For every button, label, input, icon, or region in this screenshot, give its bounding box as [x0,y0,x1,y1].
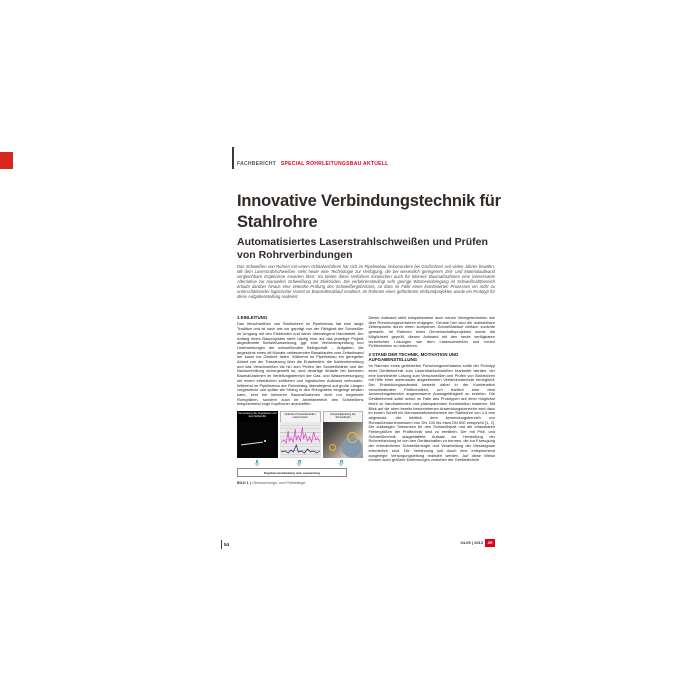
panel-label: Ultraschallprüfung der Schweißnaht [323,411,364,422]
section-2-body: Im Rahmen eines geförderten Forschungsvorhabens sollte der Prototyp einer Gerätetechnik zum Laserstrahlschweißen erarbeitet werden, der eine kombinierte Lösung zum Verschweißen und Prüfen von Stahlrohren mit Hilfe einer aufeinander abgestimmten Verfahrenstechnik ermöglicht. Der Entwicklungsaufwand besteht dabei in der Kombination verschiedenster Prüftechniken, um letztlich eine dem Anwendungsbereich angemessene Aussagefähigkeit zu erzielen. Die Gerätetechnik sollte schon im Falle des Prototypen auf einer möglichst leicht zu handhabenden und platzsparenden Konstruktion basieren. Mit Blick auf die oben bereits beschriebenen Anwendungsbereiche wird dazu im ersten Schritt ein Nennwanddickenbereich der Stahlrohre von 3-5 mm abgedeckt, der letztlich dem Anwendungsbereich von Rohraußendurchmessern von DN 100 bis etwa DN 600 entspricht [1, 2]. Die zulässigen Toleranzen für den Schweißspalt und die erfassbaren Fehlergrößen der Prüftechnik sind zu ermitteln. Der mit Prüf- und Schweißtechnik ausgestattete Aufsatz zur Herstellung der Rohrverbindung ist von den Gerätschaften zu trennen, die zur Erzeugung der erforderlichen Schweißenergie und Verarbeitung der Messsignale erforderlich sind. Die Verbindung soll durch eine entsprechend ausgelegte Versorgungsleitung realisiert werden. Auf diese Weise können auch größere Entfernungen zwischen der Gerätetechnik [368,363,495,463]
footer-rule [221,540,222,549]
down-arrow-icon [279,460,319,467]
down-arrow-icon [237,460,277,467]
article-columns [237,316,495,485]
section-1-heading: 1 EINLEITUNG [237,315,268,320]
panel-label: Vermessung der Fügekanten und des Nahtprofils [237,411,278,422]
figure-caption [237,481,364,485]
page-subtitle: Automatisiertes Laserstrahlschweißen und Prüfen von Rohrverbindungen [237,236,488,261]
issue-label: 04-05 | 2013 [460,540,483,546]
ultrasonic-photo-image [323,422,364,458]
caption-label: BILD 1 | [237,481,251,486]
special-label: SPECIAL ROHRLEITUNGSBAU AKTUELL [280,161,389,167]
fachbericht-label: FACHBERICHT [237,161,277,167]
column-right [369,316,496,485]
laser-line-shape [241,442,263,446]
figure-panel-laser-profile [237,411,278,458]
figure-panel-process-signal [280,411,321,458]
footer-left [221,540,229,549]
figure-panels [237,411,364,458]
page-title: Innovative Verbindungstechnik für Stahlrohre [237,192,501,231]
panel-label: Optische Prozesskontrolle / Lasermonitor [280,411,321,422]
figure-1 [237,411,364,485]
laser-dot-shape [264,440,266,442]
annotation-ring [347,432,358,443]
laser-profile-image [237,422,278,458]
footer-right [420,539,495,547]
section-2-intro: Dieser Aufwand steht beispielsweise auch neuen Verlegetechniken wie dem Rohreinzugsverfahren entgegen. Gerade hier wird die realisierbare Zeitersparnis durch einen komplexen Schweißablauf vielfach zunichte gemacht. Im Rahmen eines Gemeinschaftsprojektes wurde die Möglichkeit geprüft, diesen Aufwand mit den heute verfügbaren technischen Lösungen wie dem Laserschweißen und neuen Prüftechniken zu reduzieren. [368,315,495,349]
journal-logo: 3R [485,539,495,547]
result-box: Ergebnisverarbeitung und -auswertung [237,468,347,477]
signal-waveforms [280,422,321,458]
kicker [237,161,388,167]
column-left [237,316,364,485]
corner-tab [0,152,13,169]
spectrum-plot-image [280,422,321,458]
kicker-rule [232,147,234,169]
annotation-ring [329,444,336,451]
figure-panel-ultrasonic [323,411,364,458]
page-number: 54 [224,542,230,547]
down-arrow-icon [321,460,361,467]
lead-paragraph: Das Schweißen von Rohren mit einem Orbitalverfahren hat sich im Pipelinebau insbesondere bei Großrohren seit vielen Jahren bewährt. Mit dem Laserstrahlschweißen steht heute eine Technologie zur Verfügung, die bei wesentlich geringerem Zeit- und Materialaufwand vergleichbare Ergebnisse erwarten lässt. So bieten diese Verfahren inzwischen auch für kleinere Baumaßnahmen eine interessante Alternative zur manuellen Schweißung mit Elektroden. Die verfahrensbedingt sehr geringe Wärmeeinbringung im Schweißnahtbereich erlaubt darüber hinaus eine zeitnahe Prüfung des Schweißergebnisses, so dass im Falle eines kombinierten Prozesses ein nicht zu unterschätzender logistischer Vorteil im Baustellenablauf resultiert. Im Rahmen eines geförderten Verbundprojektes wurde ein Prototyp für diese Aufgabenstellung realisiert. [237,264,495,300]
section-1-body: Das Verschweißen von Stahlrohren im Pipelinebau hat eine lange Tradition und ist nach wie vor geprägt von der Fähigkeit der Schweißer im Umgang mit den Elektroden und daher überwiegend Handarbeit. Am Anfang eines Bauprojektes steht häufig eine auf das jeweilige Projekt abgestimmte Schweißanweisung, ggf. eine Verfahrensprüfung und Unterweisungen der schweißenden Belegschaft – Aufgaben, die angesichts eines oft Monate umfassenden Bauablaufes vom Zeitaufwand her kaum ins Gewicht fallen. Während im Pipelinebau ein geregelter Ablauf von der Trassierung über die Erdarbeiten, die Nahtvorbereitung und das Verschweißen bis hin zum Prüfen der Schweißnähte und der Nachumhüllung sichergestellt ist, sind derartige Abläufe bei kleineren Baumaßnahmen im Verteilungsbereich der Gas- und Wasserversorgung mit einem erheblichen zeitlichen und logistischen Aufwand verbunden. Während im Pipelinebau der Rohrstrang überwiegend auf große Längen vorgestreckt und später als Strang in den Rohrgraben eingelegt werden kann, sind bei kleineren Baumaßnahmen nicht nur begrenzte Rohrgräben, sondern auch im Arbeitsbereich des Schweißens entsprechend enge Kopflöcher anzutreffen. [237,321,364,407]
arrow-row [237,460,364,467]
caption-text: Überwachungs- und Prüfstränge [252,481,306,486]
section-2-heading: 2 STAND DER TECHNIK, MOTIVATION UND AUFGABENSTELLUNG [368,351,459,362]
